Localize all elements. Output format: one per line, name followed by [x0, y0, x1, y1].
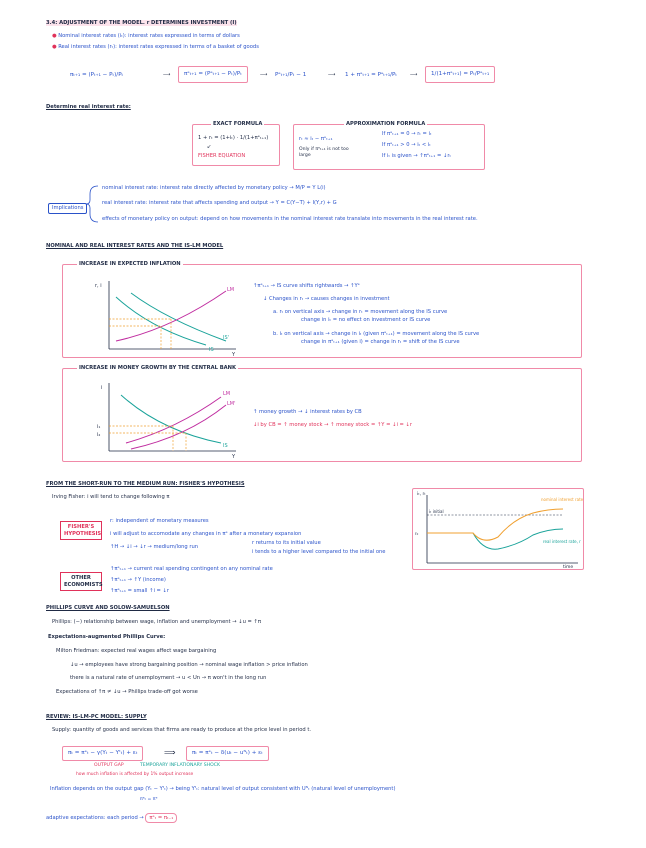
fisher-hypothesis-box: FISHER'S HYPOTHESIS: [60, 521, 102, 540]
arrow-down-icon: ↙: [207, 144, 212, 150]
output-gap-label: OUTPUT GAP: [94, 763, 124, 768]
approx-note: Only if πᵉₜ₊₁ is not too large: [299, 147, 349, 158]
expected-pi-eq: πᵉₜ = πᵉ: [140, 797, 158, 802]
box2-title: INCREASE IN MONEY GROWTH BY THE CENTRAL BANK: [79, 365, 237, 371]
expected-inflation-box: [62, 261, 582, 358]
box1-line-3: a. rₜ on vertical axis → change in rₜ = movement along the IS curve: [273, 309, 448, 315]
is-label-2: IS: [223, 443, 228, 449]
eq-inflation: πₜ₊₁ = (Pₜ₊₁ − Pₜ)/Pₜ: [70, 72, 124, 78]
friedman-2: there is a natural rate of unemployment → u < Un → π won't in the long run: [70, 675, 267, 681]
fisher-line-2: i will adjust to accomodate any changes in πᵉ after a monetary expansion: [110, 531, 302, 537]
arrow-3: ⟶: [328, 72, 336, 78]
is-label: IS: [209, 347, 214, 353]
implications-label: Implications: [48, 203, 87, 214]
implies-arrow-icon: ⟹: [164, 748, 176, 757]
review-title: REVIEW: IS-LM-PC MODEL: SUPPLY: [46, 714, 147, 720]
eq-step-5: 1/(1+πᵉₜ₊₁) = Pₜ/Pᵉₜ₊₁: [425, 66, 495, 83]
fisher-title: FROM THE SHORT-RUN TO THE MEDIUM RUN: FISHER'S HYPOTHESIS: [46, 481, 245, 487]
lm-prime-label: LM': [227, 401, 236, 407]
fisher-line-1: r: independent of monetary measures: [110, 518, 209, 524]
friedman-line: Milton Friedman: expected real wages affect wage bargaining: [56, 648, 217, 654]
initial-label: iₜ initial: [429, 509, 444, 514]
lm-prime-curve: [131, 405, 226, 449]
fisher-label: FISHER EQUATION: [198, 153, 246, 159]
other-line-2: ↑πᵉₜ₊₁ → ↑Y (income): [110, 577, 166, 583]
case-1: If πᵉₜ₊₁ = 0 → rₜ = iₜ: [382, 131, 432, 137]
expectations-title: Expectations-augmented Phillips Curve:: [48, 634, 166, 640]
other-line-1: ↑πᵉₜ₊₁ → current real spending contingent on any nominal rate: [110, 566, 273, 572]
fisher-line-3: ↑H → ↓i → ↓r → medium/long run: [110, 544, 199, 550]
supply-eq-unemployment: πₜ = πᵉₜ − δ(uₜ − uᴺₜ) + εₜ: [186, 746, 269, 761]
case-2: If πᵉₜ₊₁ > 0 → iₜ < iₜ: [382, 142, 431, 148]
adaptive-line: adaptive expectations: each period → πᵉₜ = πₜ₋₁: [46, 815, 177, 822]
implication-1: nominal interest rate: interest rate directly affected by monetary policy → M/P = Y L(i): [102, 185, 326, 191]
box2-line-2: ↓i by CB = ↑ money stock → ↑ money stock = ↑Y = ↓i = ↓r: [253, 422, 413, 428]
box1-line-4: change in iₜ = no effect on investment or IS curve: [301, 317, 431, 323]
i1-label: i₁: [97, 424, 101, 430]
lm-label-2: LM: [223, 391, 231, 397]
axis-y-2: Y: [232, 454, 236, 459]
axis-r-i: r, i: [95, 283, 102, 289]
axis-i: i: [101, 385, 103, 391]
arrow-4: ⟶: [410, 72, 418, 78]
eq-step-3: Pᵉₜ₊₁/Pₜ − 1: [275, 72, 307, 78]
fisher-chart: [413, 489, 583, 569]
irving-fisher: Irving Fisher: i will tend to change following π: [52, 494, 170, 500]
is-prime-label: IS': [223, 335, 230, 341]
fisher-axis-label: iₜ, rₜ: [417, 492, 426, 497]
gamma-note: how much inflation is affected by 1% output increase: [76, 772, 194, 777]
bullet-nominal: ● Nominal interest rates (iₜ): interest rates expressed in terms of dollars: [52, 33, 240, 39]
approx-title: APPROXIMATION FORMULA: [346, 121, 426, 127]
inflation-dependence: Inflation depends on the output gap (Yₜ − Yᵗₜ) → being Yᵗₜ: natural level of output consistent with Uᴺₜ (natural level of unemployment): [50, 786, 396, 792]
r0-label: r₀: [415, 531, 419, 536]
section-title: 3.4: ADJUSTMENT OF THE MODEL. r DETERMINES INVESTMENT (I): [46, 20, 237, 26]
i2-label: i₂: [97, 432, 101, 438]
eq-step-4: 1 + πᵉₜ₊₁ = Pᵉₜ₊₁/Pₜ: [345, 72, 398, 78]
approx-formula-box: [293, 121, 485, 170]
exact-formula-box: [192, 121, 280, 166]
box1-title: INCREASE IN EXPECTED INFLATION: [79, 261, 181, 267]
is-lm-chart-1: [91, 279, 241, 357]
money-growth-box: [62, 365, 582, 462]
friedman-3: Expectations of ↑π ≠ ↓u → Phillips trade-off got worse: [56, 689, 198, 695]
friedman-1: ↓u → employees have strong bargaining position → nominal wage inflation > price inflation: [70, 662, 308, 668]
arrow-1: ⟶: [163, 72, 171, 78]
fisher-line-4: r returns to its initial value: [252, 540, 321, 546]
box1-line-6: change in πᵉₜ₊₁ (given i) = change in rₜ = shift of the IS curve: [301, 339, 460, 345]
real-label: real interest rate, r: [543, 539, 581, 544]
exact-eq: 1 + rₜ = (1+iₜ) · 1/(1+πᵉₜ₊₁): [198, 135, 269, 141]
lm-label: LM: [227, 287, 235, 293]
case-3: If iₜ is given → ↑πᵉₜ₊₁ = ↓rₜ: [382, 153, 451, 159]
other-line-3: ↑πᵉₜ₊₁ = small ↑i = ↓r: [110, 588, 170, 594]
box1-line-5: b. iₜ on vertical axis → change in iₜ (given πᵉₜ₊₁) = movement along the IS curve: [273, 331, 480, 337]
exact-title: EXACT FORMULA: [213, 121, 263, 127]
supply-eq-output: πₜ = πᵉₜ − γ(Yₜ − Yᵗₜ) + εₜ: [62, 746, 143, 761]
time-axis: time: [563, 565, 574, 569]
phillips-line: Phillips: (−) relationship between wage, inflation and unemployment → ↓u = ↑π: [52, 619, 261, 625]
implication-2: real interest rate: interest rate that affects spending and output → Y = C(Y−T) + I(Y,r) + G: [102, 200, 337, 206]
box1-line-2: ↓ Changes in rₜ → causes changes in investment: [263, 296, 390, 302]
box1-line-1: ↑πᵉₜ₊₁ → IS curve shifts rightwards → ↑Yᵉ: [253, 283, 360, 289]
real-rate-heading: Determine real interest rate:: [46, 104, 131, 110]
nominal-label: nominal interest rate, i: [541, 497, 583, 502]
islm-title: NOMINAL AND REAL INTEREST RATES AND THE IS-LM MODEL: [46, 243, 224, 249]
axis-y: Y: [232, 352, 236, 357]
is-lm-chart-2: [91, 381, 241, 459]
eq-expected-inflation: πᵉₜ₊₁ = (Pᵉₜ₊₁ − Pₜ)/Pₜ: [178, 66, 248, 83]
fisher-line-5: i tends to a higher level compared to the initial one: [252, 549, 386, 555]
implication-3: effects of monetary policy on output: depend on how movements in the nominal interest rate translate into movements in the real interest rate.: [102, 216, 478, 222]
supply-line: Supply: quantity of goods and services that firms are ready to produce at the price level in period t.: [52, 727, 312, 733]
approx-eq: rₜ ≈ iₜ − πᵉₜ₊₁: [299, 136, 333, 142]
fisher-chart-box: [412, 488, 584, 570]
other-economists-box: OTHER ECONOMISTS: [60, 572, 102, 591]
bullet-real: ● Real interest rates (rₜ): interest rates expressed in terms of a basket of goods: [52, 44, 259, 50]
phillips-title: PHILLIPS CURVE AND SOLOW-SAMUELSON: [46, 605, 170, 611]
arrow-2: ⟶: [260, 72, 268, 78]
box2-line-1: ↑ money growth → ↓ interest rates by CB: [253, 409, 362, 415]
implications-brace: [86, 184, 100, 224]
nominal-rate-line: [427, 509, 563, 540]
shock-label: TEMPORARY INFLATIONARY SHOCK: [140, 763, 220, 768]
